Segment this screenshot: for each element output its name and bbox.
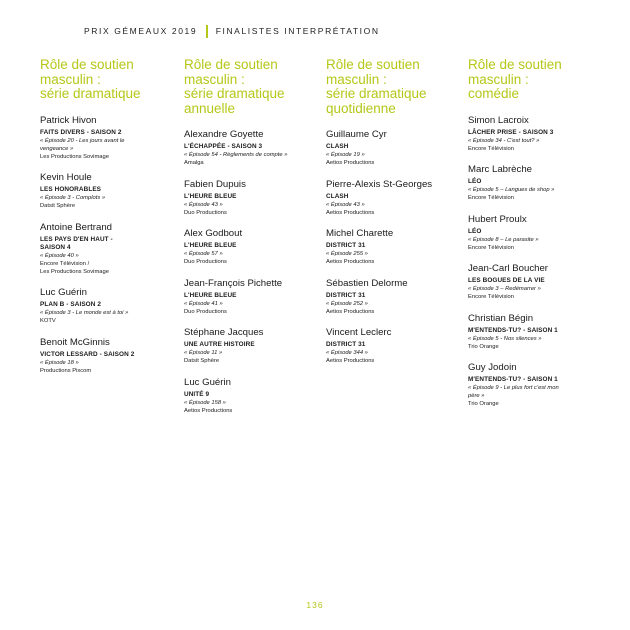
production-company: Duo Productions (184, 308, 227, 315)
show-title: CLASH (326, 143, 349, 150)
production-company: Les Productions Sovimage (40, 153, 109, 160)
nominee-name: Alexandre Goyette (184, 129, 264, 140)
episode-title: « Épisode 3 - Le monde est à toi » (40, 310, 129, 316)
episode-title: « Épisode 43 » (326, 201, 365, 208)
production-company: KOTV (40, 318, 56, 324)
header-right: FINALISTES INTERPRÉTATION (215, 26, 380, 36)
category-title (40, 58, 176, 102)
production-company: Aetios Productions (184, 407, 233, 414)
production-company: Trio Orange (468, 401, 499, 407)
nominee-name: Michel Charette (326, 228, 394, 239)
episode-title: « Épisode 19 » (326, 152, 365, 158)
nominee-entry (468, 362, 604, 408)
show-title: LÂCHER PRISE - SAISON 3 (468, 128, 554, 136)
show-title: CLASH (326, 192, 349, 200)
production-company: Encore Télévision (468, 244, 514, 251)
category-title-line: série dramatique (326, 86, 427, 101)
category-title-line: masculin : (40, 71, 101, 87)
episode-title: « Épisode 255 » (326, 251, 368, 257)
episode-title: « Épisode 41 » (184, 300, 223, 307)
show-title: UNITÉ 9 (184, 390, 210, 398)
episode-title: père » (468, 393, 485, 399)
production-company: Encore Télévision (468, 145, 514, 152)
header-left: PRIX GÉMEAUX 2019 (84, 26, 198, 36)
column-serie-dramatique-annuelle (184, 58, 320, 426)
production-company: Aetios Productions (326, 358, 375, 364)
nominee-entry (326, 228, 462, 266)
show-title: FAITS DIVERS - SAISON 2 (40, 128, 122, 136)
nominee-entry (468, 263, 604, 301)
episode-title: « Épisode 57 » (184, 251, 223, 257)
nominee-name: Christian Bégin (468, 312, 534, 324)
production-company: Aetios Productions (326, 160, 375, 166)
column-comedie (468, 58, 604, 420)
nominee-name: Vincent Leclerc (326, 327, 392, 338)
episode-title: « Épisode 5 – Langues de shop » (468, 187, 555, 193)
episode-title: « Épisode 18 » (40, 359, 79, 366)
show-title: L'HEURE BLEUE (184, 242, 237, 249)
nominee-name: Luc Guérin (184, 376, 231, 388)
nominee-entry (40, 337, 176, 375)
production-company: Encore Télévision (468, 195, 514, 201)
show-title: VICTOR LESSARD - SAISON 2 (40, 350, 135, 358)
nominee-entry (468, 313, 604, 351)
production-company: Encore Télévision (468, 294, 514, 300)
nominee-name: Alex Godbout (184, 228, 243, 239)
production-company: Amalga (184, 160, 204, 166)
nominee-entry (40, 222, 176, 276)
nominee-entry (326, 179, 462, 217)
episode-title: « Épisode 54 - Règlements de compte » (184, 152, 288, 158)
nominee-name: Marc Labrèche (468, 164, 532, 175)
nominee-name: Sébastien Delorme (326, 277, 408, 289)
nominee-name: Antoine Bertrand (40, 221, 112, 233)
nominee-name: Luc Guérin (40, 287, 87, 298)
show-title: UNE AUTRE HISTOIRE (184, 341, 255, 348)
episode-title: « Épisode 5 - Nos silences » (468, 335, 542, 342)
nominee-entry (40, 115, 176, 161)
page-number: 136 (306, 600, 324, 610)
category-title-line: Rôle de soutien (468, 57, 562, 72)
nominee-entry (40, 287, 176, 325)
production-company: Aetios Productions (326, 259, 375, 265)
production-company: Trio Orange (468, 343, 499, 350)
production-company: Les Productions Sovimage (40, 268, 109, 275)
show-title: LÉO (468, 227, 482, 235)
category-title-line: quotidienne (326, 100, 396, 116)
production-company: Duo Productions (184, 259, 227, 265)
category-title (326, 58, 462, 116)
show-title: LES BOGUES DE LA VIE (468, 277, 545, 284)
production-company: Datsit Sphère (40, 203, 76, 209)
category-title-line: Rôle de soutien (40, 57, 134, 72)
show-title: SAISON 4 (40, 243, 71, 251)
category-title-line: série dramatique (184, 86, 285, 101)
category-title-line: Rôle de soutien (326, 57, 420, 72)
episode-title: « Épisode 11 » (184, 350, 223, 356)
production-company: Encore Télévision / (40, 260, 90, 267)
episode-title: « Épisode 3 – Redémarrer » (468, 286, 541, 292)
nominee-name: Patrick Hivon (40, 114, 97, 126)
nominee-entry (184, 278, 320, 316)
page-header (84, 23, 380, 39)
nominee-name: Guy Jodoin (468, 362, 517, 373)
nominee-name: Benoit McGinnis (40, 336, 110, 348)
episode-title: « Épisode 158 » (184, 399, 226, 406)
nominee-name: Jean-François Pichette (184, 277, 283, 289)
nominee-entry (184, 228, 320, 266)
nominee-entry (40, 172, 176, 210)
episode-title: « Épisode 252 » (326, 300, 368, 307)
episode-title: « Épisode 344 » (326, 350, 368, 356)
show-title: DISTRICT 31 (326, 291, 366, 299)
category-title-line: masculin : (468, 71, 529, 87)
episode-title: « Épisode 3 - Complots » (40, 195, 106, 201)
nominee-name: Pierre-Alexis St-Georges (326, 178, 433, 190)
category-title (184, 58, 320, 116)
nominee-name: Guillaume Cyr (326, 129, 387, 140)
episode-title: « Épisode 43 » (184, 201, 223, 208)
nominee-name: Hubert Proulx (468, 213, 527, 225)
episode-title: « Épisode 9 - Le plus fort c'est mon (468, 385, 559, 391)
category-title-line: comédie (468, 86, 520, 101)
production-company: Duo Productions (184, 209, 227, 216)
nominee-name: Simon Lacroix (468, 114, 529, 126)
nominee-entry (184, 179, 320, 217)
nominee-entry (468, 164, 604, 202)
category-title (468, 58, 604, 102)
production-company: Datsit Sphère (184, 358, 220, 364)
column-serie-dramatique-quotidienne (326, 58, 462, 377)
production-company: Aetios Productions (326, 308, 375, 315)
nominee-name: Kevin Houle (40, 172, 92, 183)
header-divider (206, 25, 208, 38)
production-company: Productions Pixcom (40, 367, 92, 374)
nominee-entry (326, 278, 462, 316)
episode-title: vengeance » (40, 145, 74, 152)
nominee-entry (184, 377, 320, 415)
show-title: LÉO (468, 178, 482, 185)
nominee-entry (184, 129, 320, 167)
show-title: DISTRICT 31 (326, 242, 366, 249)
show-title: L'ÉCHAPPÉE - SAISON 3 (184, 143, 263, 150)
show-title: L'HEURE BLEUE (184, 291, 237, 299)
nominee-entry (326, 129, 462, 167)
nominee-name: Fabien Dupuis (184, 178, 246, 190)
show-title: L'HEURE BLEUE (184, 192, 237, 200)
show-title: LES HONORABLES (40, 186, 102, 193)
episode-title: « Épisode 34 - C'est tout? » (468, 137, 540, 144)
category-title-line: masculin : (184, 71, 245, 87)
episode-title: « Épisode 40 » (40, 252, 79, 259)
episode-title: « Épisode 20 - Les jours avant le (40, 137, 125, 144)
column-serie-dramatique (40, 58, 176, 386)
nominee-name: Stéphane Jacques (184, 327, 264, 338)
show-title: PLAN B - SAISON 2 (40, 301, 101, 308)
nominee-entry (468, 115, 604, 153)
show-title: LES PAYS D'EN HAUT - (40, 235, 113, 243)
category-title-line: annuelle (184, 100, 236, 116)
category-title-line: Rôle de soutien (184, 57, 278, 72)
nominee-entry (468, 214, 604, 252)
category-title-line: masculin : (326, 71, 387, 87)
production-company: Aetios Productions (326, 209, 375, 216)
show-title: DISTRICT 31 (326, 341, 366, 348)
nominee-entry (326, 327, 462, 365)
category-title-line: série dramatique (40, 86, 141, 101)
nominee-name: Jean-Carl Boucher (468, 263, 548, 274)
episode-title: « Épisode 8 – Le parasite » (468, 236, 539, 243)
show-title: M'ENTENDS-TU? - SAISON 1 (468, 326, 558, 334)
show-title: M'ENTENDS-TU? - SAISON 1 (468, 376, 558, 383)
nominee-entry (184, 327, 320, 365)
